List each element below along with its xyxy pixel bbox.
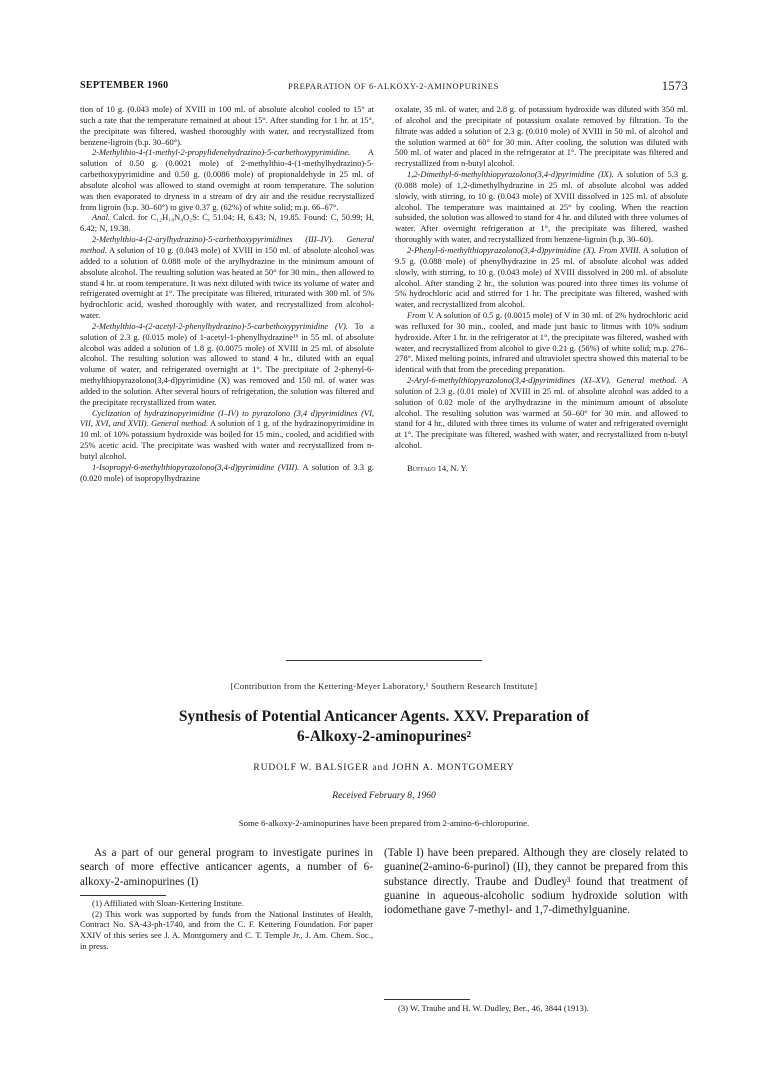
received-date: Received February 8, 1960 [332, 791, 436, 801]
source-label: From XVIII. [598, 244, 641, 255]
abstract: Some 6-alkoxy-2-aminopurines have been prepared from 2-amino-6-chloropurine. [238, 818, 530, 828]
article-title-line-2: 6-Alkoxy-2-aminopurines² [296, 728, 472, 745]
body-left [80, 846, 373, 889]
paragraph-body: A solution of 0.5 g. (0.0015 mole) of V in 30 ml. of 2% hydrochloric acid was refluxed for 30 min., cooled, and made just basic to litmus with 10% sodium hydroxide. After 1 hr. in the refrigerator at 1°, the precipitate was filtered, washed with water, and recrystallized from alcohol to give 0.21 g. (56%) of white solid; m.p. 276–278°. Mixed melting points, infrared and ultraviolet spectra showed this material to be identical with that from the preceding preparation. [395, 310, 688, 375]
paragraph-body: To a solution of 2.3 g. (0.015 mole) of 1-acetyl-1-phenylhydrazine¹⁶ in 55 ml. of absolute alcohol was added a solution of 1.8 g. (0.0075 mole) of XVIII in 25 ml. of absolute alcohol. The resulting solution was allowed to stand 4 hr., diluted with an equal volume of water, and refrigerated overnight at 1°. The precipitate of 2-phenyl-6-methylthiopyrazolono(3,4-d)pyrimidine (X) was removed and 150 ml. of water was added to the solution. After several hours of refrigeration, the solution was filtered and the precipitate recrystallized from water. [80, 320, 374, 407]
paragraph: tion of 10 g. (0.043 mole) of XVIII in 100 ml. of absolute alcohol cooled to 15° at such a rate that the temperature remained at about 15°. After standing for 1 hr. at 15°, the precipitate was filtered, washed thoroughly with water, and recrystallized from benzene-ligroin (b.p. 30–60°). [80, 104, 374, 147]
footnote-2: (2) This work was supported by funds from the National Institutes of Health, Contract No. SA-43-ph-1740, and from the C. F. Kettering Foundation. For paper XXIV of this series see J. A. Montgomery and C. T. Temple Jr., J. Am. Chem. Soc., in press. [80, 908, 373, 951]
analysis-body: Calcd. for C₁₂H₁₈N₄O₂S: C, 51.04; H, 6.43; N, 19.85. Found: C, 50.99; H, 6.42; N, 19.38. [80, 212, 375, 234]
footnote-1: (1) Affiliated with Sloan-Kettering Institute. [92, 898, 244, 908]
paragraph [395, 310, 688, 375]
paragraph-body: A solution of 10 g. (0.043 mole) of XVIII in 150 ml. of absolute alcohol was added to a solution of 0.088 mole of the arylhydrazine in the minimum amount of absolute alcohol. The resulting solution was heated at 50° for 30 min., then allowed to stand 4 hr. at room temperature. It was next diluted with twice its volume of water and refrigerated overnight at 1°. The precipitate was filtered, triturated with 300 ml. of 5% hydrochloric acid, washed thoroughly with water, and recrystallized from alcohol-water. [80, 244, 374, 321]
column-left [80, 104, 374, 484]
compound-name: 2-Phenyl-6-methylthiopyrazolono(3,4-d)pyrimidine (X). [407, 244, 597, 255]
paragraph [80, 234, 374, 321]
paragraph [395, 169, 688, 245]
article-title [80, 707, 688, 747]
compound-name: 2-Methylthio-4-(2-arylhydrazino)-5-carbethoxypyrimidines (III–IV). [92, 234, 334, 245]
paragraph [80, 212, 374, 234]
paragraph-body: A solution of 1 g. of the hydrazinopyrimidine in 10 ml. of 10% potassium hydroxide was boiled for 15 min., cooled, and acidified with 25% acetic acid. The precipitate was washed with water and recrystallized from n-butyl alcohol. [80, 418, 374, 461]
paragraph [395, 375, 688, 451]
footnote-divider [80, 895, 166, 896]
paragraph [395, 245, 688, 310]
paragraph [80, 408, 374, 462]
compound-name: 1,2-Dimethyl-6-methylthiopyrazolono(3,4-d)pyrimidine (IX). [407, 169, 614, 180]
article-title-line-1: Synthesis of Potential Anticancer Agents. XXV. Preparation of [178, 708, 590, 725]
paragraph-body: A solution of 2.3 g. (0.01 mole) of XVIII in 25 ml. of absolute alcohol was added to a solution of 0.02 mole of the arylhydrazine in the minimum amount of absolute alcohol. The resulting solution was warmed at 50–60° for 30 min. and allowed to stand for 4 hr., diluted with three times its volume of water and refrigerated overnight at 1°. The precipitate was filtered, washed with water, and recrystallized from n-butyl alcohol. [395, 375, 689, 451]
analysis-label: Anal. [92, 212, 111, 223]
paragraph-body: A solution of 9.5 g. (0.088 mole) of phenylhydrazine in 25 ml. of absolute alcohol was added slowly, with stirring, to 10 g. (0.043 mole) of XVIII dissolved in 200 ml. of absolute alcohol. After standing 2 hr., the solution was poured into three times its volume of 5% hydrochloric acid and stirred for 1 hr. The precipitate was filtered, washed with water, and recrystallized from alcohol. [395, 244, 688, 310]
laboratory-line: [Contribution from the Kettering-Meyer Laboratory,¹ Southern Research Institute] [230, 681, 538, 691]
body-paragraph: As a part of our general program to investigate purines in search of more effective anticancer agents, a number of 6-alkoxy-2-aminopurines (I) [80, 847, 373, 888]
running-header [80, 80, 688, 94]
footnotes-left [80, 898, 373, 952]
header-date: SEPTEMBER 1960 [80, 80, 169, 91]
method-label: General method. [80, 234, 374, 255]
body-paragraph: (Table I) have been prepared. Although they are closely related to guanine(2-amino-6-purinol) (II), they cannot be prepared from this substance directly. Traube and Dudley³ found that treatment of guanine in aqueous-alcoholic sodium hydroxide solution with iodomethane gave 7-methyl- and 1,7-dimethylguanine. [384, 847, 688, 917]
compound-name: 1-Isopropyl-6-methylthiopyrazolono(3,4-d)pyrimidine (VIII). [92, 461, 300, 472]
compound-name: 2-Methylthio-4-(1-methyl-2-propylidenehydrazino)-5-carbethoxypyrimidine. [92, 147, 351, 158]
author-address: Buffalo 14, N. Y. [407, 463, 468, 473]
page-number: 1573 [661, 79, 688, 93]
paragraph: oxalate, 35 ml. of water, and 2.8 g. of potassium hydroxide was diluted with 350 ml. of alcohol and the precipitate of potassium oxalate removed by filtration. To the filtrate was added a solution of 2.3 g. (0.010 mole) of XVIII in 50 ml. of alcohol and the solution warmed at 60° for 30 min. After cooling, the solution was diluted with 500 ml. of water and placed in the refrigerator at 1°. The precipitate was filtered and recrystallized from n-butyl alcohol. [395, 104, 688, 169]
compound-name: 2-Aryl-6-methylthiopyrazolono(3,4-d)pyrimidines (XI–XV). [407, 375, 611, 386]
footnote-3: (3) W. Traube and H. W. Dudley, Ber., 46, 3844 (1913). [398, 1003, 589, 1013]
method-label: General method. [616, 375, 677, 386]
paragraph-body: A solution of 0.50 g. (0.0021 mole) of 2-methylthio-4-(1-methylhydrazino)-5-carbethoxypyrimidine and 0.50 g. (0.0086 mole) of propionaldehyde in 25 ml. of absolute alcohol was allowed to stand overnight at room temperature. The solution was then evaporated to dryness in a stream of dry air and the residue recrystallized from ligroin (b.p. 30–60°) to give 0.37 g. (62%) of white solid; m.p. 66–67°. [80, 147, 374, 212]
source-label: From V. [407, 310, 434, 321]
section-divider [286, 660, 482, 661]
paragraph-body: A solution of 5.3 g. (0.088 mole) of 1,2-dimethylhydrazine in 25 ml. of absolute alcohol was added slowly, with stirring, to 10 g. (0.043 mole) of XVIII dissolved in 125 ml. of absolute alcohol. The temperature was maintained at 25° by cooling. When the reaction subsided, the solution was allowed to stand for 4 hr. and diluted with three volumes of water. After overnight refrigeration at 1°, the precipitate was filtered, washed thoroughly with water, and recrystallized from benzene-ligroin (b.p. 30–60). [395, 169, 688, 245]
paragraph-body: A solution of 3.3 g. (0.020 mole) of isopropylhydrazine [80, 461, 374, 483]
paragraph [80, 147, 374, 212]
compound-name: 2-Methylthio-4-(2-acetyl-2-phenylhydrazino)-5-carbethoxypyrimidine (V). [92, 320, 348, 331]
paragraph [80, 321, 374, 408]
footnote-divider [384, 999, 470, 1000]
paragraph [80, 462, 374, 484]
compound-name: Cyclization of hydrazinopyrimidine (I–IV) to pyrazolono (3,4 d)pyrimidines (VI, VII, XVI, and XVII). [80, 407, 374, 429]
authors: RUDOLF W. BALSIGER and JOHN A. MONTGOMERY [253, 763, 515, 773]
method-label: General method. [151, 418, 209, 429]
body-right [384, 846, 688, 917]
column-right [395, 104, 688, 474]
header-running-title: PREPARATION OF 6-ALKOXY-2-AMINOPURINES [288, 81, 499, 91]
